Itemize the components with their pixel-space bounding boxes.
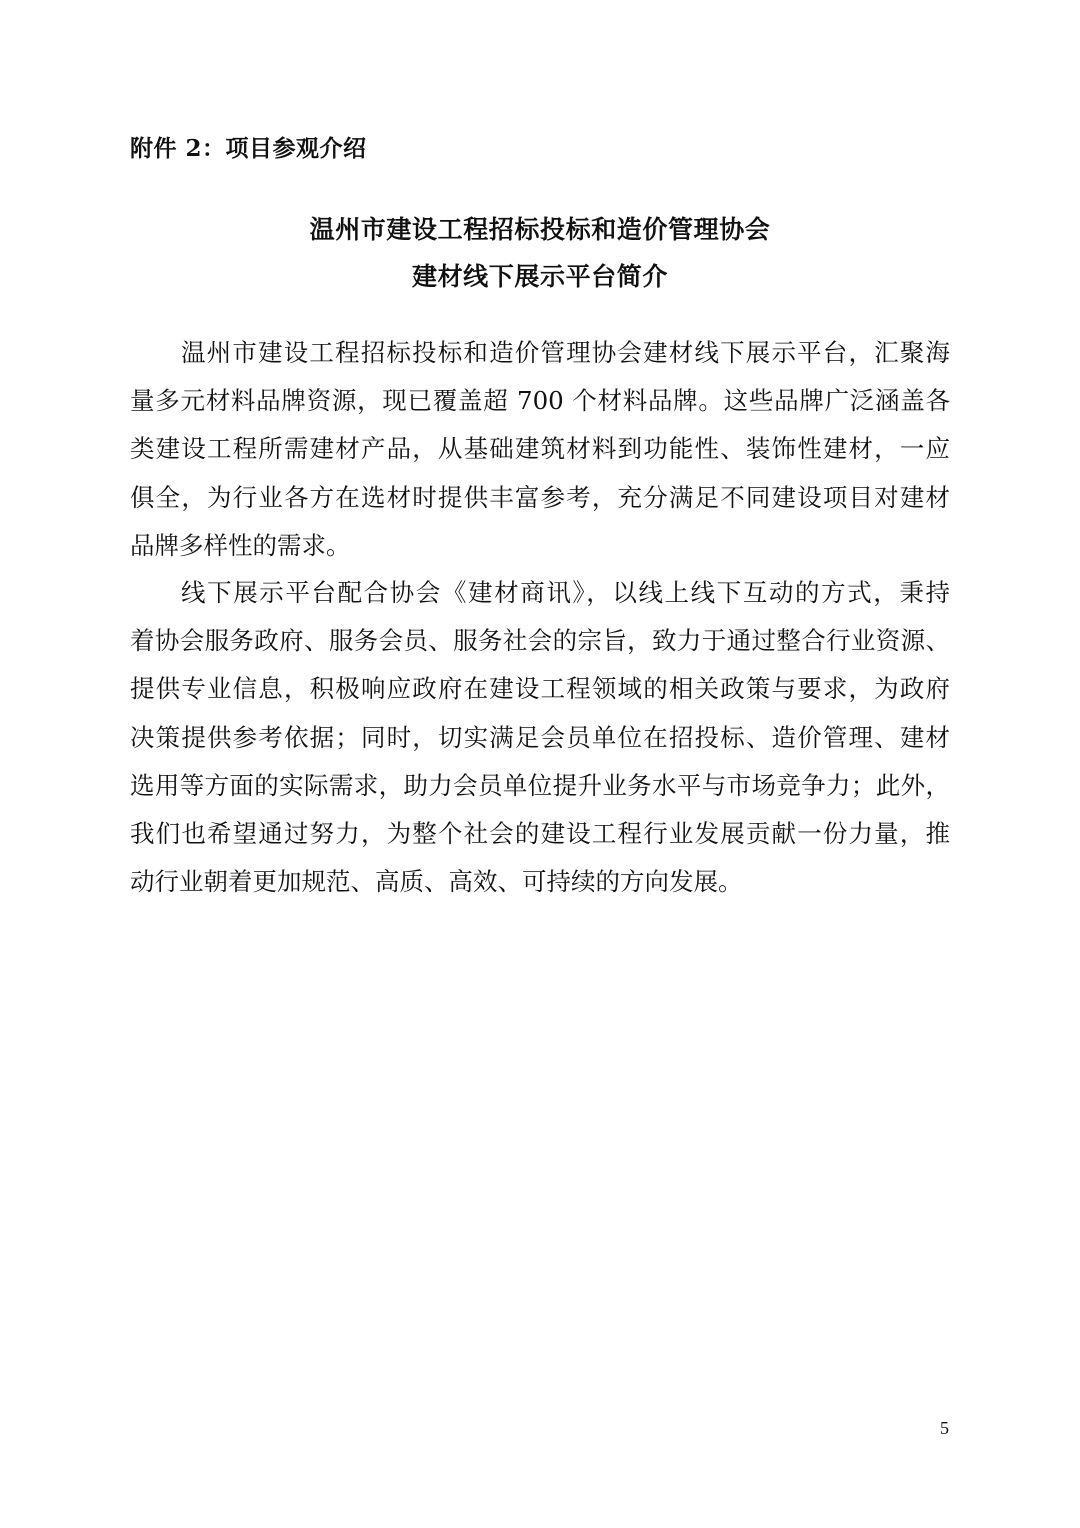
text-line: 品牌多样性的需求。 xyxy=(130,531,351,560)
text-line: 我们也希望通过努力，为整个社会的建设工程行业发展贡献一份力量，推 xyxy=(130,819,950,848)
text-line: 动行业朝着更加规范、高质、高效、可持续的方向发展。 xyxy=(130,867,743,896)
text-line: 线下展示平台配合协会《建材商讯》，以线上线下互动的方式，秉持 xyxy=(181,578,950,607)
text-line: 决策提供参考依据；同时，切实满足会员单位在招投标、造价管理、建材 xyxy=(130,723,950,752)
text-line: 温州市建设工程招标投标和造价管理协会建材线下展示平台，汇聚海 xyxy=(181,338,950,367)
text-line: 俱全，为行业各方在选材时提供丰富参考，充分满足不同建设项目对建材 xyxy=(130,483,950,512)
text-line: 提供专业信息，积极响应政府在建设工程领域的相关政策与要求，为政府 xyxy=(130,674,950,703)
attachment-label: 附件 2：项目参观介绍 xyxy=(130,135,367,162)
text-line: 量多元材料品牌资源，现已覆盖超 700 个材料品牌。这些品牌广泛涵盖各 xyxy=(130,386,950,415)
text-line: 类建设工程所需建材产品，从基础建筑材料到功能性、装饰性建材，一应 xyxy=(130,434,950,463)
text-line: 选用等方面的实际需求，助力会员单位提升业务水平与市场竞争力；此外， xyxy=(130,771,950,800)
text-line: 着协会服务政府、服务会员、服务社会的宗旨，致力于通过整合行业资源、 xyxy=(130,626,950,655)
document-title-line-2: 建材线下展示平台简介 xyxy=(411,262,668,291)
document-title-line-1: 温州市建设工程招标投标和造价管理协会 xyxy=(309,215,771,244)
page-number: 5 xyxy=(940,1418,949,1438)
